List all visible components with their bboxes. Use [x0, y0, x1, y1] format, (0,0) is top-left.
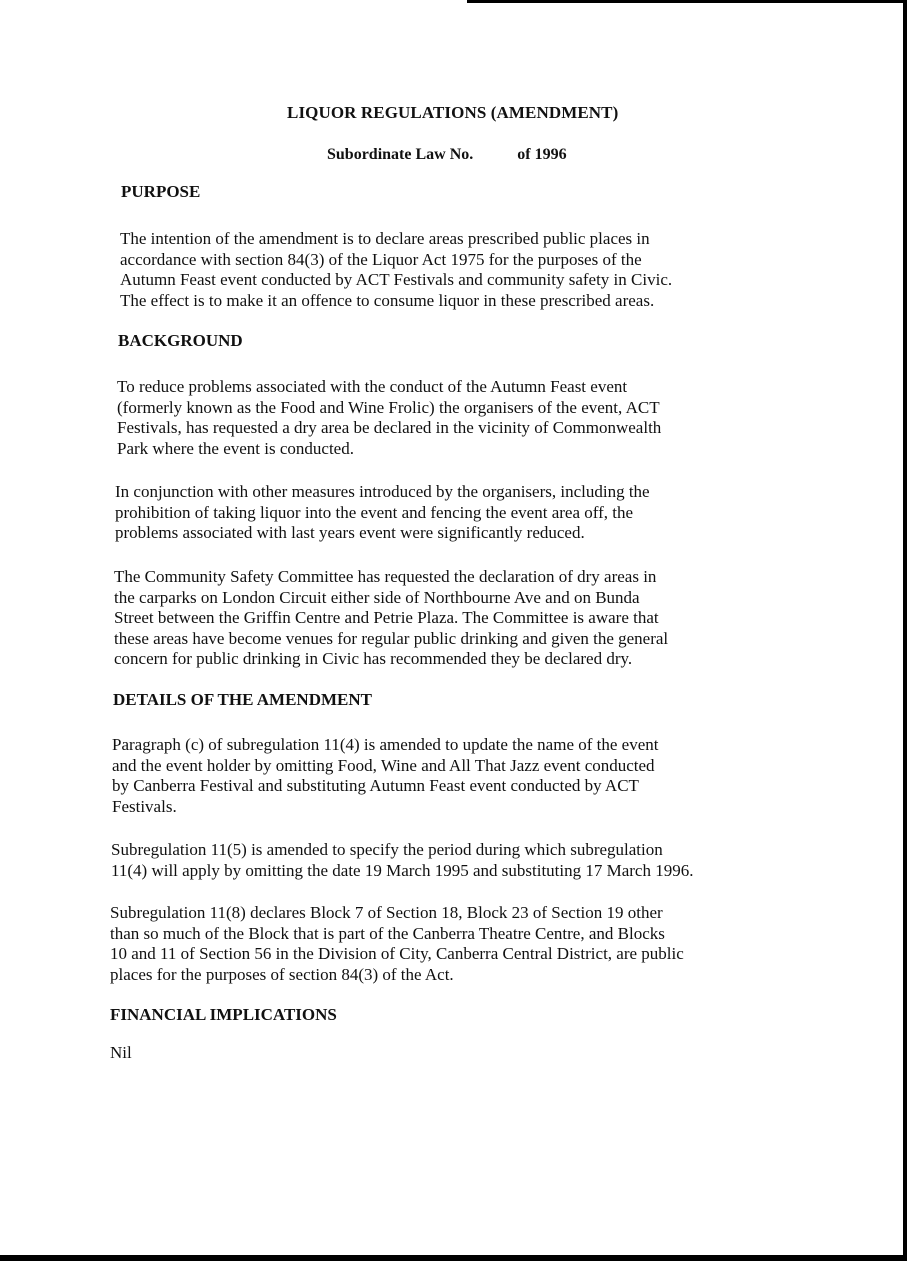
heading-background: BACKGROUND — [118, 331, 243, 350]
law-year: of 1996 — [517, 146, 567, 163]
background-paragraph-1: To reduce problems associated with the conduct of the Autumn Feast event (formerly known as the Food and Wine Frolic) the organisers of the event, ACT Festivals, has requested a dry area be declared in the vicinity of Commonwealth Park where the event is conducted. — [117, 377, 662, 458]
details-paragraph-1: Paragraph (c) of subregulation 11(4) is amended to update the name of the event and the event holder by omitting Food, Wine and All That Jazz event conducted by Canberra Festival and substituting Autumn Feast event conducted by ACT Festivals. — [112, 735, 659, 816]
law-number-line — [327, 146, 567, 164]
heading-purpose: PURPOSE — [121, 182, 201, 201]
heading-financial: FINANCIAL IMPLICATIONS — [110, 1005, 337, 1024]
document-title: LIQUOR REGULATIONS (AMENDMENT) — [287, 103, 619, 122]
background-paragraph-2: In conjunction with other measures introduced by the organisers, including the prohibition of taking liquor into the event and fencing the event area off, the problems associated with last years event were significantly reduced. — [115, 482, 650, 542]
details-paragraph-3: Subregulation 11(8) declares Block 7 of Section 18, Block 23 of Section 19 other than so much of the Block that is part of the Canberra Theatre Centre, and Blocks 10 and 11 of Section 56 in the Division of City, Canberra Central District, are public places for the purposes of section 84(3) of the Act. — [110, 903, 684, 984]
details-paragraph-2: Subregulation 11(5) is amended to specify the period during which subregulation 11(4) will apply by omitting the date 19 March 1995 and substituting 17 March 1996. — [111, 840, 694, 880]
purpose-paragraph: The intention of the amendment is to declare areas prescribed public places in accordance with section 84(3) of the Liquor Act 1975 for the purposes of the Autumn Feast event conducted by ACT Festivals and community safety in Civic. The effect is to make it an offence to consume liquor in these prescribed areas. — [120, 229, 673, 310]
background-paragraph-3: The Community Safety Committee has requested the declaration of dry areas in the carparks on London Circuit either side of Northbourne Ave and on Bunda Street between the Griffin Centre and Petrie Plaza. The Committee is aware that these areas have become venues for regular public drinking and given the general concern for public drinking in Civic has recommended they be declared dry. — [114, 567, 669, 668]
financial-paragraph: Nil — [110, 1043, 132, 1062]
scan-edge-top — [467, 0, 907, 3]
scan-edge-bottom — [0, 1255, 907, 1261]
scan-edge-right — [903, 0, 907, 1261]
law-number-label: Subordinate Law No. — [327, 146, 474, 163]
heading-details: DETAILS OF THE AMENDMENT — [113, 690, 372, 709]
